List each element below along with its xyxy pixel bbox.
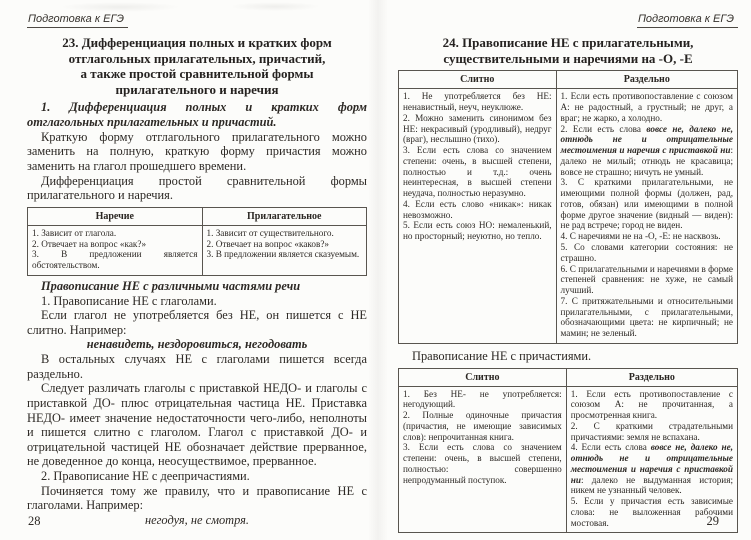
table-header-row	[399, 368, 738, 386]
page-number-28: 28	[28, 514, 41, 528]
rule-item: 1. Если есть противопоставление с союзом А: не прочитанная, а просмотренная книга.	[570, 388, 733, 421]
rule-item: 4. С наречиями не на -О, -Е: не насквозь.	[560, 231, 721, 242]
rule-item: 1. Если есть противопоставление с союзом А: не радостный, а грустный; не друг, а враг; не жарко, а холодно.	[560, 91, 733, 123]
table-row	[399, 386, 738, 533]
rule-item: 5. Со словами категории состояния: не страшно.	[560, 242, 733, 263]
rule-item: 3. В предложении является обстоятельством.	[32, 249, 198, 271]
page-number-29: 29	[706, 514, 719, 528]
rule-item: 3. Если есть слова со значением степени: очень, в высшей степени, полностью: совершенно непродуманный поступок.	[403, 442, 562, 485]
rule-item: 2. Можно заменить синонимом без НЕ: некрасивый (уродливый), недруг (враг), неслышно (тихо).	[403, 112, 552, 145]
rule-text-bold: вовсе не, далеко не, отнюдь не и отрицательные местоимения и наречия с приставкой ни	[570, 442, 733, 485]
rule-item	[561, 124, 733, 178]
rule-item: 2. Отвечает на вопрос «каков?»	[206, 238, 330, 249]
separate-cell	[566, 386, 737, 533]
subsection-1-heading: 1. Дифференциация полных и кратких форм отглагольных прилагательных и причастий.	[27, 100, 367, 130]
column-header-together: Слитно	[399, 71, 557, 89]
paragraph: 1. Правописание НЕ с глаголами.	[41, 293, 217, 308]
running-head-left	[27, 13, 367, 28]
rule-item: 3. Если есть слова со значением степени: очень, в высшей степени, полностью и т.д.: очень неинтересная, в высшей степени неудача, полностью неразумно.	[403, 145, 552, 199]
example-words: негодуя, не смотря.	[144, 512, 250, 527]
rule-item: 4. Если есть слово «никак»: никак невозможно.	[403, 198, 552, 220]
adverb-vs-adjective-table	[27, 207, 367, 276]
paragraph: Дифференциация простой сравнительной формы прилагательного и наречия.	[27, 173, 367, 203]
adverb-cell	[28, 225, 203, 275]
paragraph: Краткую форму отглагольного прилагательного можно заменить на полную, краткую форму причастия можно заменить на глагол прошедшего времени.	[27, 129, 367, 173]
running-head-text: Подготовка к ЕГЭ	[637, 13, 738, 28]
paragraph: В остальных случаях НЕ с глаголами пишется всегда раздельно.	[27, 352, 367, 381]
separate-cell	[556, 89, 737, 344]
title-line: 24. Правописание НЕ с прилагательными,	[442, 35, 694, 51]
column-header-together: Слитно	[399, 368, 567, 386]
rule-text: 4. Если есть слова	[570, 442, 651, 453]
rule-item: 5. Если есть союз НО: немаленький, но просторный; неуютно, но тепло.	[403, 220, 552, 242]
paragraph: 2. Правописание НЕ с деепричастиями.	[41, 469, 250, 484]
section-24-title	[398, 35, 738, 66]
running-head-text: Подготовка к ЕГЭ	[27, 13, 128, 28]
rule-item: 5. Если у причастия есть зависимые слова: не выложенная рабочими мостовая.	[570, 496, 733, 528]
rule-item: 1. Зависит от существительного.	[206, 227, 334, 238]
title-line: отглагольных прилагательных, причастий,	[68, 50, 326, 66]
together-cell	[399, 386, 567, 533]
rule-item: 2. Полные одиночные причастия (причастия, не имеющие зависимых слов): непрочитанная книга.	[403, 410, 562, 442]
table-header-row	[28, 207, 367, 225]
column-header-adjective: Прилагательное	[202, 207, 367, 225]
paragraph: Следует различать глаголы с приставкой НЕДО- и глаголы с приставкой ДО- плюс отрицательная частица НЕ. Приставка НЕДО- имеет значение недостаточности чего-либо, неполноты и пишется слитно с глаголом. Глагол с приставкой ДО- и отрицательной частицей НЕ обозначает действие прерванное, не доведенное до конца, неосуществимое, прерванное.	[27, 381, 367, 469]
table-row	[399, 89, 738, 344]
rule-item	[571, 442, 733, 496]
rule-text: 2. Если есть слова	[560, 123, 647, 134]
column-header-separate: Раздельно	[556, 71, 737, 89]
rule-item: 1. Зависит от глагола.	[32, 227, 117, 238]
title-line: 23. Дифференциация полных и кратких форм	[62, 35, 332, 51]
ne-participles-table	[398, 368, 738, 534]
rule-text: : далеко не выдуманная история; никем не узнанный человек.	[570, 474, 733, 496]
rule-item: 3. В предложении является сказуемым.	[206, 249, 360, 260]
ne-participles-heading: Правописание НЕ с причастиями.	[412, 348, 592, 363]
ne-parts-of-speech-heading: Правописание НЕ с различными частями речи	[41, 278, 301, 293]
rule-item: 1. Не употребляется без НЕ: ненавистный, неуч, неуклюже.	[403, 91, 552, 113]
rule-text-bold: вовсе не, далеко не, отнюдь не и отрицательные местоимения и наречия с приставкой ни	[560, 123, 733, 156]
rule-item: 7. С притяжательными и относительными прилагательными, с прилагательными, обозначающими цвета: не кирпичный; не мамин; не зеленый.	[560, 295, 733, 339]
rule-item: 6. С прилагательными и наречиями в форме степеней сравнения: не хуже, не самый лучший.	[560, 263, 733, 296]
rule-item: 2. Отвечает на вопрос «как?»	[32, 238, 147, 249]
column-header-separate: Раздельно	[566, 368, 737, 386]
adjective-cell	[202, 225, 367, 275]
rule-item: 2. С краткими страдательными причастиями: земля не вспахана.	[570, 420, 733, 442]
title-line: существительными и наречиями на -О, -Е	[443, 50, 693, 66]
rule-item: 1. Без НЕ- не употребляется: негодующий.	[403, 388, 562, 410]
rule-item: 3. С краткими прилагательными, не имеющими полной формы (должен, рад, готов, обязан) или имеющими в полной форме другое значение (видный — виден): не рад встрече; город не виден.	[560, 177, 733, 231]
paragraph: Починяется тому же правилу, что и правописание НЕ с глаголами. Например:	[27, 483, 367, 513]
section-23-title	[27, 35, 367, 97]
together-cell	[399, 89, 557, 344]
example-words: ненавидеть, нездоровиться, негодовать	[86, 337, 308, 352]
title-line: прилагательного и наречия	[115, 81, 279, 97]
title-line: а также простой сравнительной формы	[80, 66, 314, 82]
column-header-adverb: Наречие	[28, 207, 203, 225]
table-row	[28, 225, 367, 275]
left-page	[0, 0, 375, 540]
running-head-right	[398, 13, 738, 28]
ne-adjectives-table	[398, 70, 738, 344]
table-header-row	[399, 71, 738, 89]
rule-text: : далеко не милый; отнюдь не красавица; вовсе не страшно; ничуть не умный.	[560, 145, 733, 177]
right-page	[376, 0, 751, 540]
paragraph: Если глагол не употребляется без НЕ, он пишется с НЕ слитно. Например:	[27, 308, 367, 337]
